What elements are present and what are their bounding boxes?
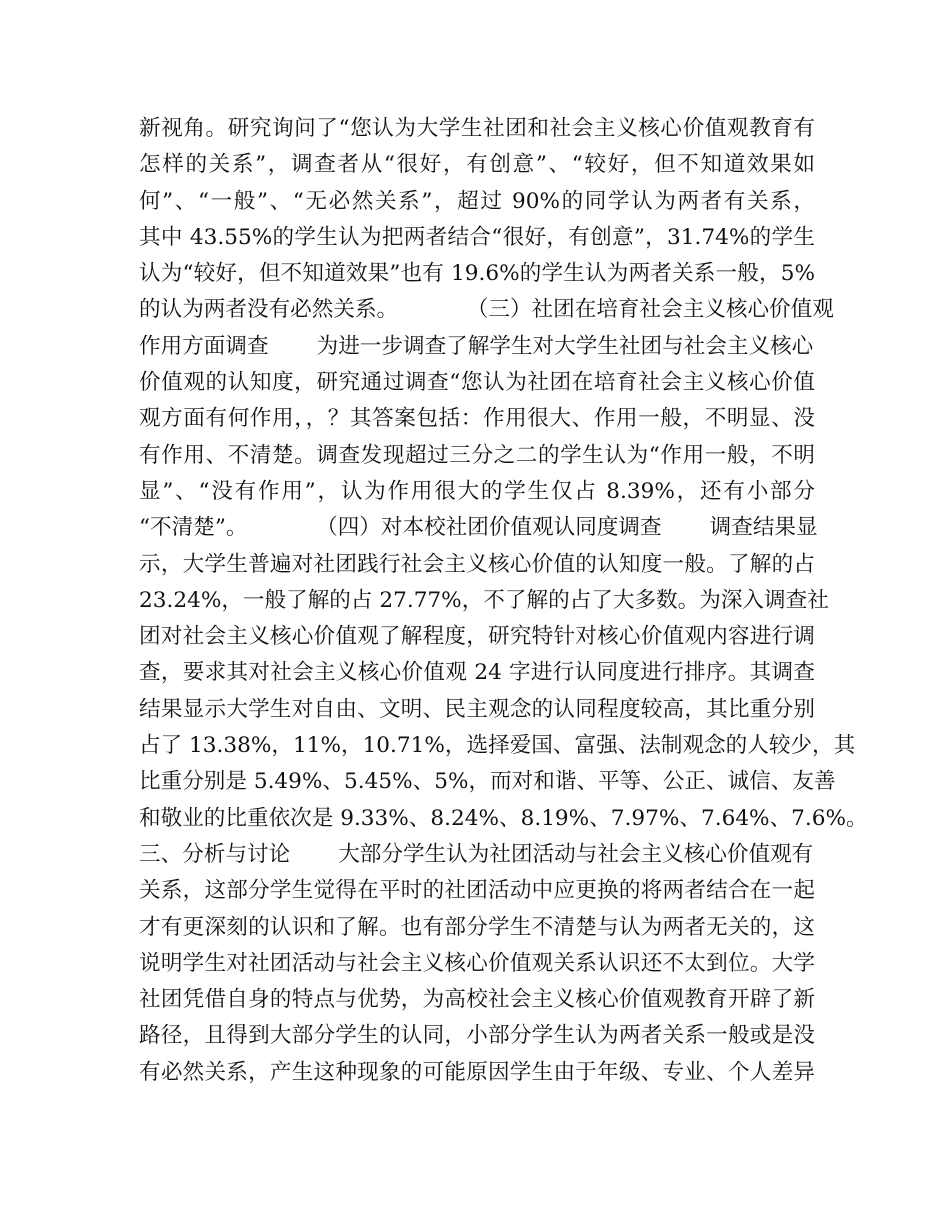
text-line: 有必然关系，产生这种现象的可能原因学生由于年级、专业、个人差异 (139, 1059, 815, 1085)
text-line: 认为“较好，但不知道效果”也有 19.6%的学生认为两者关系一般，5% (139, 261, 815, 287)
text-line: 显”、“没有作用”，认为作用很大的学生仅占 8.39%，还有小部分 (139, 478, 815, 504)
text-line: 和敬业的比重依次是 9.33%、8.24%、8.19%、7.97%、7.64%、7.6%。 (139, 805, 868, 831)
text-line: 路径，且得到大部分学生的认同，小部分学生认为两者关系一般或是没 (139, 1023, 815, 1049)
text-line: 关系，这部分学生觉得在平时的社团活动中应更换的将两者结合在一起 (139, 878, 815, 904)
text-line: 作用方面调查 为进一步调查了解学生对大学生社团与社会主义核心 (139, 333, 814, 359)
text-line: “不清楚”。 （四）对本校社团价值观认同度调查 调查结果显 (139, 515, 818, 541)
text-line: 查，要求其对社会主义核心价值观 24 字进行认同度进行排序。其调查 (139, 660, 815, 686)
text-line: 才有更深刻的认识和了解。也有部分学生不清楚与认为两者无关的，这 (139, 914, 815, 940)
text-line: 观方面有何作用，，？其答案包括：作用很大、作用一般，不明显、没 (139, 406, 815, 432)
text-line: 价值观的认知度，研究通过调查“您认为社团在培育社会主义核心价值 (139, 370, 815, 396)
text-line: 新视角。研究询问了“您认为大学生社团和社会主义核心价值观教育有 (139, 116, 815, 141)
text-line: 社团凭借自身的特点与优势，为高校社会主义核心价值观教育开辟了新 (139, 987, 815, 1013)
text-line: 三、分析与讨论 大部分学生认为社团活动与社会主义核心价值观有 (139, 841, 814, 867)
text-line: 结果显示大学生对自由、文明、民主观念的认同程度较高，其比重分别 (139, 696, 815, 722)
text-line: 其中 43.55%的学生认为把两者结合“很好，有创意”，31.74%的学生 (139, 224, 815, 250)
text-line: 23.24%，一般了解的占 27.77%，不了解的占了大多数。为深入调查社 (139, 587, 829, 613)
text-line: 示，大学生普遍对社团践行社会主义核心价值的认知度一般。了解的占 (139, 551, 815, 577)
text-line: 占了 13.38%，11%，10.71%，选择爱国、富强、法制观念的人较少，其 (139, 733, 856, 759)
text-line: 的认为两者没有必然关系。 （三）社团在培育社会主义核心价值观 (139, 297, 834, 323)
text-line: 有作用、不清楚。调查发现超过三分之二的学生认为“作用一般，不明 (139, 442, 815, 468)
text-line: 比重分别是 5.49%、5.45%、5%，而对和谐、平等、公正、诚信、友善 (139, 769, 836, 795)
text-line: 怎样的关系”，调查者从“很好，有创意”、“较好，但不知道效果如 (139, 152, 815, 178)
text-line: 何”、“一般”、“无必然关系”，超过 90%的同学认为两者有关系， (139, 188, 815, 214)
text-line: 说明学生对社团活动与社会主义核心价值观关系认识还不太到位。大学 (139, 950, 815, 976)
text-line: 团对社会主义核心价值观了解程度，研究特针对核心价值观内容进行调 (139, 624, 815, 650)
body-text (139, 111, 868, 1091)
